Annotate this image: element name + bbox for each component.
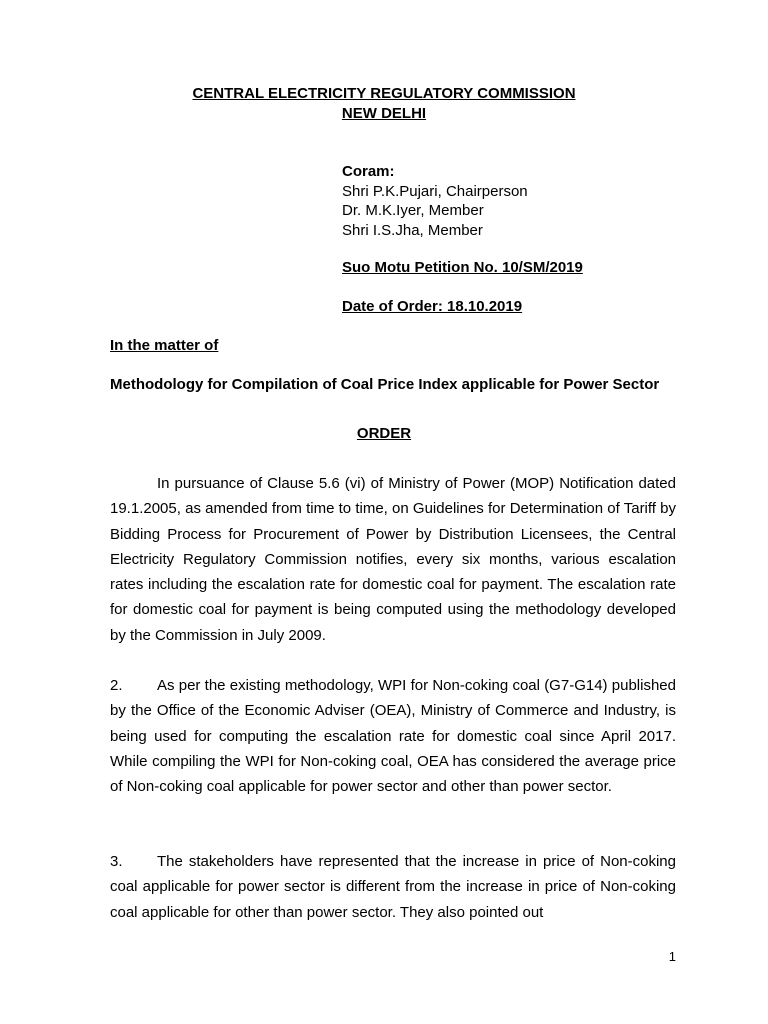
paragraph-3 bbox=[110, 849, 676, 925]
coram-label: Coram: bbox=[342, 163, 395, 180]
coram-member-2: Dr. M.K.Iyer, Member bbox=[342, 202, 484, 219]
matter-subject: Methodology for Compilation of Coal Price Index applicable for Power Sector bbox=[110, 376, 660, 393]
paragraph-3-number: 3. bbox=[110, 853, 123, 870]
order-heading: ORDER bbox=[356, 425, 412, 442]
petition-number: Suo Motu Petition No. 10/SM/2019 bbox=[342, 259, 583, 276]
paragraph-1: In pursuance of Clause 5.6 (vi) of Ministry of Power (MOP) Notification dated 19.1.2005, as amended from time to time, on Guidelines for Determination of Tariff by Bidding Process for Procurement of Power by Distribution Licensees, the Central Electricity Regulatory Commission notifies, every six months, various escalation rates including the escalation rate for domestic coal for payment. The escalation rate for domestic coal for payment is being computed using the methodology developed by the Commission in July 2009. bbox=[110, 475, 676, 644]
coram-member-3: Shri I.S.Jha, Member bbox=[342, 221, 483, 239]
paragraph-2-text: As per the existing methodology, WPI for Non-coking coal (G7-G14) published by the Office of the Economic Adviser (OEA), Ministry of Commerce and Industry, is being used for computing the escalation rate for domestic coal since April 2017. While compiling the WPI for Non-coking coal, OEA has considered the average price of Non-coking coal applicable for power sector and other than power sector. bbox=[110, 677, 676, 796]
order-date: Date of Order: 18.10.2019 bbox=[342, 298, 523, 315]
commission-title: CENTRAL ELECTRICITY REGULATORY COMMISSION bbox=[192, 85, 576, 102]
page-number: 1 bbox=[668, 949, 676, 964]
paragraph-3-text: The stakeholders have represented that the increase in price of Non-coking coal applicable for power sector is different from the increase in price of Non-coking coal applicable for other than power sector. They also pointed out bbox=[110, 853, 676, 921]
matter-label: In the matter of bbox=[110, 337, 219, 354]
paragraph-2 bbox=[110, 673, 676, 799]
coram-block bbox=[342, 162, 722, 240]
coram-member-chairperson: Shri P.K.Pujari, Chairperson bbox=[342, 182, 528, 200]
paragraph-2-number: 2. bbox=[110, 677, 123, 694]
city-title: NEW DELHI bbox=[341, 105, 427, 122]
